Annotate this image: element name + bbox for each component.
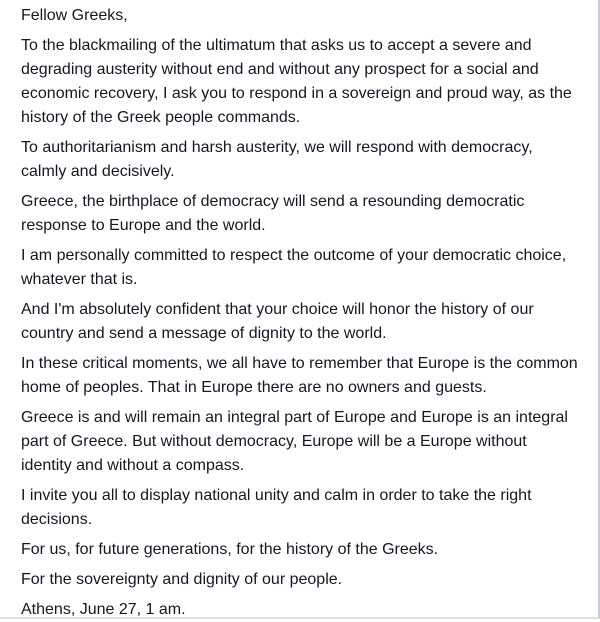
- post-paragraph: For the sovereignty and dignity of our people.: [21, 571, 343, 588]
- post-paragraph: I am personally committed to respect the outcome of your democratic choice, whatever that is.: [21, 247, 567, 288]
- post-signoff: Athens, June 27, 1 am.: [21, 601, 186, 618]
- post-greeting: Fellow Greeks,: [21, 7, 128, 24]
- post-paragraph: And I'm absolutely confident that your choice will honor the history of our country and send a message of dignity to the world.: [21, 301, 534, 342]
- post-paragraph: For us, for future generations, for the history of the Greeks.: [21, 541, 439, 558]
- post-paragraph: To the blackmailing of the ultimatum that asks us to accept a severe and degrading austerity without end and without any prospect for a social and economic recovery, I ask you to respond in a sovereign and proud way, as the history of the Greek people commands.: [21, 37, 572, 126]
- post-paragraph: Greece, the birthplace of democracy will send a resounding democratic response to Europe and the world.: [21, 193, 525, 234]
- post-paragraph: I invite you all to display national unity and calm in order to take the right decisions.: [21, 487, 532, 528]
- post-paragraph: To authoritarianism and harsh austerity, we will respond with democracy, calmly and decisively.: [21, 139, 533, 180]
- post-paragraph: In these critical moments, we all have to remember that Europe is the common home of peoples. That in Europe there are no owners and guests.: [21, 355, 578, 396]
- post-paragraph: Greece is and will remain an integral part of Europe and Europe is an integral part of Greece. But without democracy, Europe will be a Europe without identity and without a compass.: [21, 409, 568, 474]
